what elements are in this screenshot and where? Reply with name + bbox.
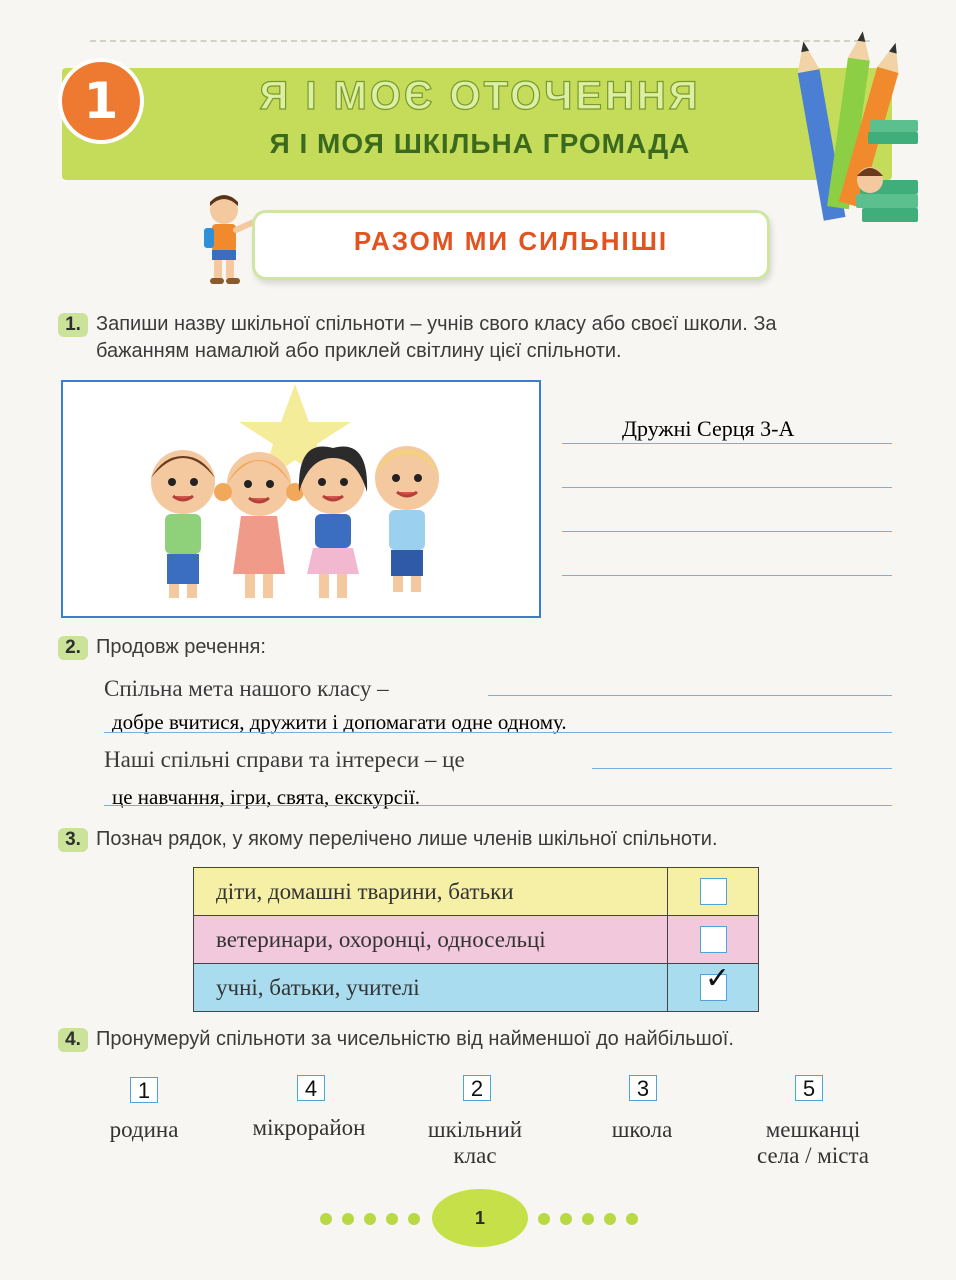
- choice-row: [194, 868, 759, 916]
- task-4-text: Пронумеруй спільноти за чисельністю від найменшої до найбільшої.: [96, 1028, 734, 1050]
- lesson-title: РАЗОМ МИ СИЛЬНІШІ: [353, 226, 669, 256]
- choice-label: діти, домашні тварини, батьки: [194, 868, 668, 916]
- footer-dot: [538, 1213, 550, 1225]
- footer-dot: [320, 1213, 332, 1225]
- community-label-line-2: клас: [453, 1143, 497, 1168]
- task-1-answer[interactable]: Дружні Серця 3-А: [622, 416, 795, 441]
- choice-checkbox-cell: [668, 868, 759, 916]
- task-2-number: 2.: [58, 636, 88, 660]
- footer-dot: [408, 1213, 420, 1225]
- top-decorative-strip: [90, 40, 870, 48]
- task-2-answer-1[interactable]: добре вчитися, дружити і допомагати одне одному.: [112, 710, 567, 734]
- chapter-subtitle: Я І МОЯ ШКІЛЬНА ГРОМАДА: [269, 128, 691, 159]
- community-picture-frame: [61, 380, 541, 618]
- community-label: мікрорайон: [252, 1115, 366, 1140]
- task-2-instruction: Продовж речення:: [96, 636, 266, 658]
- choice-checkbox-cell: [668, 961, 759, 1012]
- writing-line: [562, 575, 892, 576]
- choice-row: [194, 964, 759, 1012]
- checkbox[interactable]: [700, 961, 731, 1001]
- footer-dot: [626, 1213, 638, 1225]
- checkbox[interactable]: [700, 926, 727, 953]
- task-2-sentence-1: Спільна мета нашого класу –: [104, 676, 389, 701]
- checkbox[interactable]: [700, 878, 727, 905]
- rank-input[interactable]: 2: [463, 1075, 491, 1101]
- page-number: 1: [432, 1189, 528, 1247]
- rank-input[interactable]: 1: [130, 1077, 158, 1103]
- community-label: мешканці: [765, 1117, 861, 1142]
- task-3-number: 3.: [58, 828, 88, 852]
- writing-line: [488, 695, 892, 696]
- task-1-text-line-1: Запиши назву шкільної спільноти – учнів свого класу або своєї школи. За: [96, 313, 777, 335]
- choice-row: [194, 916, 759, 964]
- children-illustration: [63, 382, 539, 616]
- task-2-answer-2[interactable]: це навчання, ігри, свята, екскурсії.: [112, 785, 421, 809]
- writing-line: [562, 531, 892, 532]
- writing-line: [562, 487, 892, 488]
- pencils-books-illustration: [790, 30, 930, 230]
- footer-dot: [342, 1213, 354, 1225]
- writing-line: [104, 732, 892, 733]
- writing-line: [562, 443, 892, 444]
- community-label: шкільний: [427, 1117, 523, 1142]
- footer-dot: [364, 1213, 376, 1225]
- community-label-line-2: села / міста: [757, 1143, 869, 1168]
- task-3-text: Познач рядок, у якому перелічено лише членів шкільної спільноти.: [96, 828, 718, 850]
- writing-line: [592, 768, 892, 769]
- task-1-text-line-2: бажанням намалюй або приклей світлину цієї спільноти.: [96, 340, 622, 362]
- task-4-number: 4.: [58, 1028, 88, 1052]
- rank-input[interactable]: 3: [629, 1075, 657, 1101]
- chapter-title: Я І МОЄ ОТОЧЕННЯ: [259, 74, 701, 118]
- writing-line: [104, 805, 892, 806]
- chapter-number-badge: 1: [58, 58, 144, 144]
- rank-input[interactable]: 5: [795, 1075, 823, 1101]
- footer-dot: [386, 1213, 398, 1225]
- task-1-number: 1.: [58, 313, 88, 337]
- choice-label: ветеринари, охоронці, односельці: [194, 916, 668, 964]
- choice-label: учні, батьки, учителі: [194, 964, 668, 1012]
- footer-dot: [582, 1213, 594, 1225]
- footer-dot: [560, 1213, 572, 1225]
- choice-checkbox-cell: [668, 916, 759, 964]
- footer-dot: [604, 1213, 616, 1225]
- task-2-sentence-2: Наші спільні справи та інтереси – це: [104, 747, 465, 772]
- checkmark-icon: ✓: [704, 961, 731, 996]
- community-label: школа: [611, 1117, 673, 1142]
- rank-input[interactable]: 4: [297, 1075, 325, 1101]
- community-label: родина: [109, 1117, 179, 1142]
- choice-table: [193, 867, 759, 1012]
